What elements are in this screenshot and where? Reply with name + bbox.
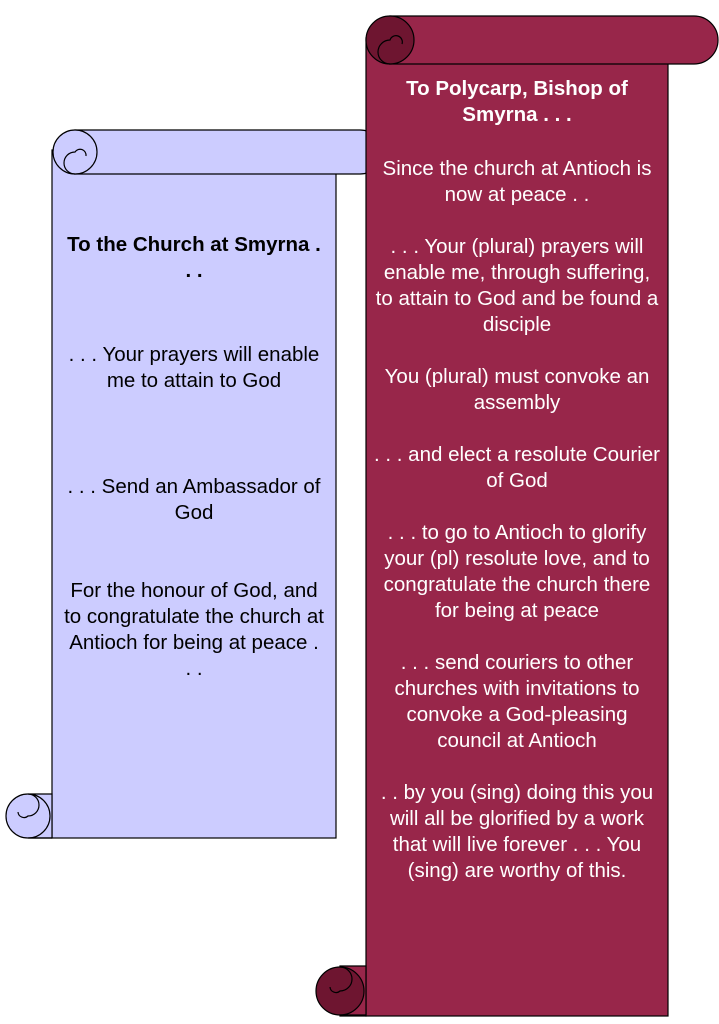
right-scroll-heading: To Polycarp, Bishop of Smyrna . . . <box>406 77 628 126</box>
left-scroll-paragraph: . . . Your prayers will enable me to attain to God <box>68 343 320 392</box>
left-scroll-top-roll <box>75 130 382 174</box>
right-scroll-paragraph: . . by you (sing) doing this you will all be glorified by a work that will live forever . . . You (sing) are worthy of this. <box>380 781 654 882</box>
right-scroll-paragraph: . . . send couriers to other churches with invitations to convoke a God-pleasing council at Antioch <box>394 651 640 752</box>
left-scroll-paragraph: For the honour of God, and to congratulate the church at Antioch for being at peace . . . <box>64 579 324 680</box>
right-scroll-text <box>374 76 660 884</box>
right-scroll-paragraph: . . . and elect a resolute Courier of God <box>374 443 661 492</box>
right-scroll-top-roll <box>390 16 718 64</box>
right-scroll-paragraph: . . . Your (plural) prayers will enable me, through suffering, to attain to God and be found a disciple <box>375 235 659 336</box>
left-scroll-heading: To the Church at Smyrna . . . <box>67 233 321 282</box>
left-scroll-paragraph: . . . Send an Ambassador of God <box>67 475 321 524</box>
right-scroll-paragraph: Since the church at Antioch is now at peace . . <box>382 157 652 206</box>
right-scroll-paragraph: . . . to go to Antioch to glorify your (pl) resolute love, and to congratulate the church there for being at peace <box>383 521 651 622</box>
right-scroll-paragraph: You (plural) must convoke an assembly <box>384 365 650 414</box>
left-scroll-text <box>64 232 324 682</box>
